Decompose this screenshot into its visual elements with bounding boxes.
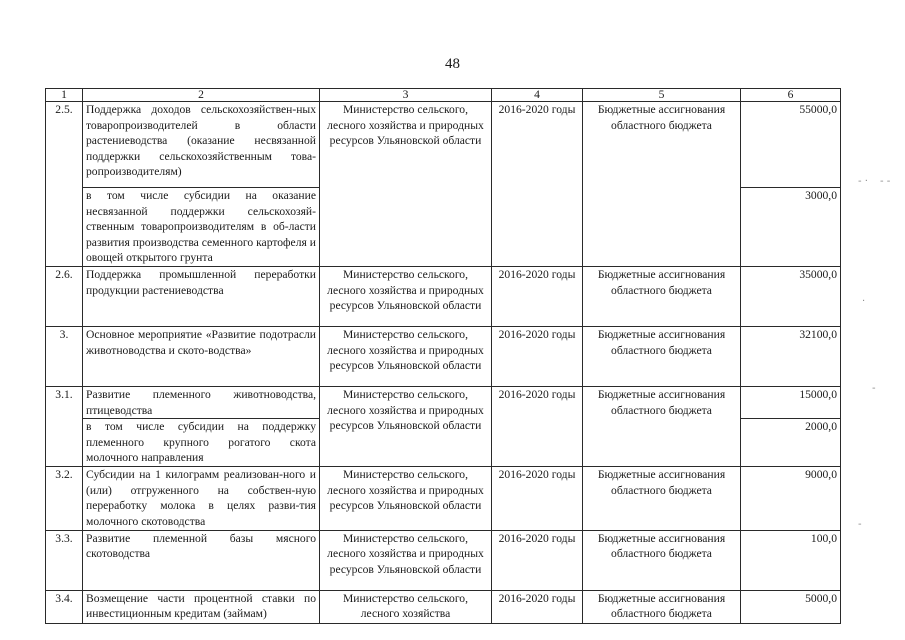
table-row [46, 386, 841, 418]
row-sub-amount: 2000,0 [741, 419, 841, 467]
row-number: 2.6. [46, 266, 83, 326]
header-row [46, 89, 841, 102]
row-organization: Министерство сельского, лесного хозяйства и природных ресурсов Ульяновской области [320, 386, 492, 466]
row-amount: 55000,0 [741, 102, 841, 188]
row-organization: Министерство сельского, лесного хозяйства и природных ресурсов Ульяновской области [320, 530, 492, 590]
row-term: 2016-2020 годы [492, 102, 583, 267]
col-header: 1 [46, 89, 83, 102]
row-number: 3.4. [46, 590, 83, 623]
row-description: Поддержка доходов сельскохозяйствен-ных товаропроизводителей в области растениеводства (оказание несвязанной поддержки сельскохозяйственным това-ропроизводителям) [83, 102, 320, 188]
row-amount: 15000,0 [741, 386, 841, 418]
row-term: 2016-2020 годы [492, 530, 583, 590]
row-sub-description: в том числе субсидии на оказание несвязанной поддержки сельскохозяй-ственным товаропроизводителям в об-ласти развития производства семенного картофеля и овощей открытого грунта [83, 188, 320, 267]
row-amount: 9000,0 [741, 467, 841, 530]
row-source: Бюджетные ассигнования областного бюджета [583, 530, 741, 590]
row-source: Бюджетные ассигнования областного бюджета [583, 102, 741, 267]
row-description: Развитие племенной базы мясного скотоводства [83, 530, 320, 590]
col-header: 5 [583, 89, 741, 102]
row-organization: Министерство сельского, лесного хозяйства [320, 590, 492, 623]
row-description: Возмещение части процентной ставки по инвестиционным кредитам (займам) [83, 590, 320, 623]
row-term: 2016-2020 годы [492, 266, 583, 326]
row-source: Бюджетные ассигнования областного бюджета [583, 467, 741, 530]
row-amount: 32100,0 [741, 326, 841, 386]
table-row [46, 590, 841, 623]
row-organization: Министерство сельского, лесного хозяйства и природных ресурсов Ульяновской области [320, 102, 492, 267]
row-sub-description: в том числе субсидии на поддержку племенного крупного рогатого скота молочного направления [83, 419, 320, 467]
table-row [46, 530, 841, 590]
row-source: Бюджетные ассигнования областного бюджета [583, 266, 741, 326]
row-description: Развитие племенного животноводства, птицеводства [83, 386, 320, 418]
program-table [45, 88, 841, 624]
row-organization: Министерство сельского, лесного хозяйства и природных ресурсов Ульяновской области [320, 467, 492, 530]
row-organization: Министерство сельского, лесного хозяйства и природных ресурсов Ульяновской области [320, 266, 492, 326]
row-source: Бюджетные ассигнования областного бюджета [583, 326, 741, 386]
table-row [46, 326, 841, 386]
col-header: 4 [492, 89, 583, 102]
row-number: 3.2. [46, 467, 83, 530]
row-source: Бюджетные ассигнования областного бюджета [583, 386, 741, 466]
col-header: 2 [83, 89, 320, 102]
table-row [46, 102, 841, 188]
row-number: 3.3. [46, 530, 83, 590]
col-header: 3 [320, 89, 492, 102]
scan-mark: - - [880, 176, 891, 187]
row-term: 2016-2020 годы [492, 386, 583, 466]
row-description: Основное мероприятие «Развитие подотрасли животноводства и ското-водства» [83, 326, 320, 386]
row-organization: Министерство сельского, лесного хозяйства и природных ресурсов Ульяновской области [320, 326, 492, 386]
table-row [46, 266, 841, 326]
row-term: 2016-2020 годы [492, 467, 583, 530]
row-description: Субсидии на 1 килограмм реализован-ного и (или) отгруженного на собствен-ную переработку молока в целях разви-тия молочного скотоводства [83, 467, 320, 530]
row-amount: 5000,0 [741, 590, 841, 623]
scan-mark: - · [858, 176, 868, 187]
row-sub-amount: 3000,0 [741, 188, 841, 267]
row-amount: 100,0 [741, 530, 841, 590]
row-term: 2016-2020 годы [492, 590, 583, 623]
row-number: 3. [46, 326, 83, 386]
table-row [46, 467, 841, 530]
row-term: 2016-2020 годы [492, 326, 583, 386]
scan-mark: - [858, 519, 862, 530]
row-description: Поддержка промышленной переработки продукции растениеводства [83, 266, 320, 326]
row-source: Бюджетные ассигнования областного бюджета [583, 590, 741, 623]
row-number: 2.5. [46, 102, 83, 267]
col-header: 6 [741, 89, 841, 102]
row-amount: 35000,0 [741, 266, 841, 326]
page-number: 48 [445, 56, 460, 72]
scan-mark: - [872, 383, 876, 394]
row-number: 3.1. [46, 386, 83, 466]
scan-mark: · [862, 296, 866, 307]
